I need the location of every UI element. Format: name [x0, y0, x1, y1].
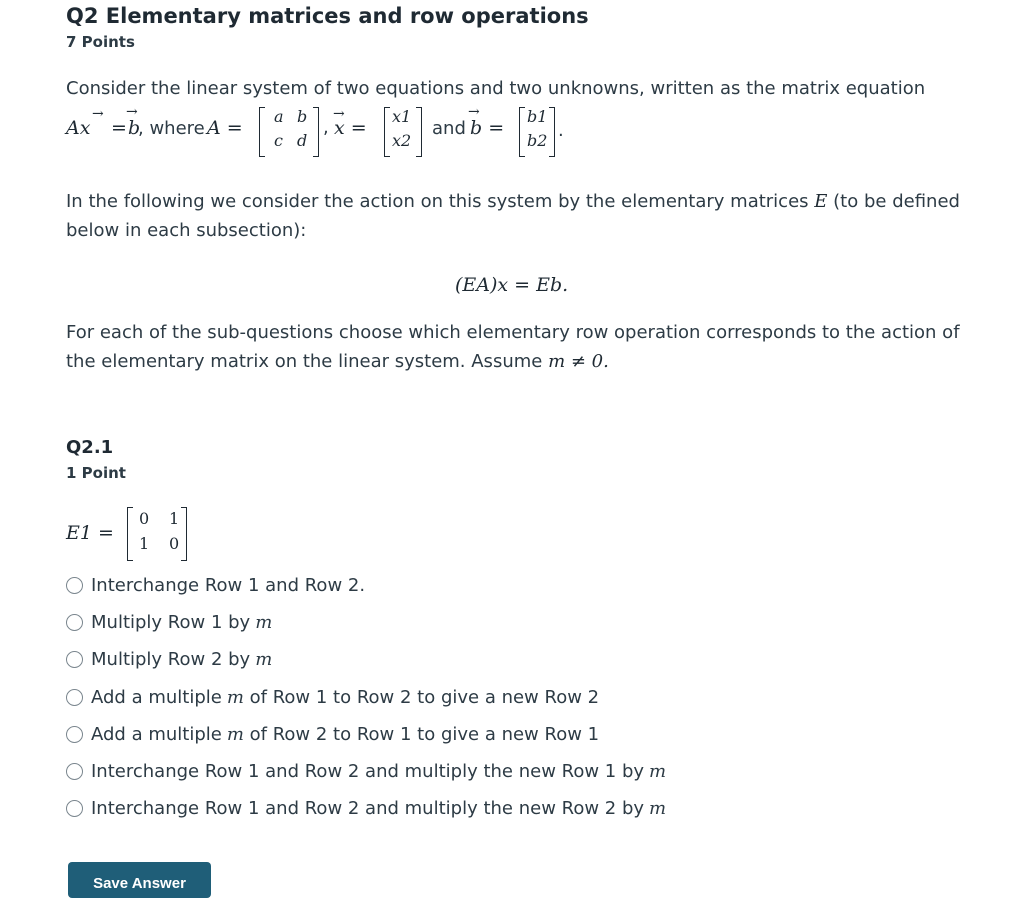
- question-points: 7 Points: [66, 33, 135, 51]
- radio-button[interactable]: [66, 577, 83, 594]
- choose-text: For each of the sub-questions choose which elementary row operation corresponds to the action of the elementary matrix on the linear system. Assume m ≠ 0.: [66, 322, 960, 372]
- radio-button[interactable]: [66, 614, 83, 631]
- option-multiply-row2[interactable]: [66, 644, 272, 674]
- option-interchange-multiply-row1[interactable]: [66, 756, 666, 786]
- vector-b-cell: b2: [527, 131, 548, 150]
- matrix-a-cell: a: [274, 107, 284, 126]
- matrix-a-cell: c: [274, 131, 283, 150]
- question-title: Q2 Elementary matrices and row operations: [66, 4, 589, 28]
- vector-b: [519, 107, 555, 155]
- vector-arrow-icon: →: [468, 104, 480, 120]
- right-bracket: [549, 107, 555, 157]
- save-answer-button[interactable]: Save Answer: [68, 862, 211, 898]
- vector-arrow-icon: →: [333, 106, 345, 122]
- eq-b-label: b =: [470, 117, 505, 139]
- option-label: Interchange Row 1 and Row 2 and multiply the new Row 1 by m: [91, 760, 667, 782]
- option-add-row1-to-row2[interactable]: [66, 682, 599, 712]
- matrix-e1-cell: 0: [139, 509, 150, 528]
- eq-equals: =: [111, 117, 127, 139]
- option-interchange-multiply-row2[interactable]: [66, 793, 666, 823]
- matrix-a: [259, 107, 319, 155]
- vector-arrow-icon: →: [92, 106, 104, 122]
- eq-ax: Ax: [66, 117, 91, 139]
- option-label: Interchange Row 1 and Row 2.: [91, 574, 366, 596]
- comma: ,: [323, 117, 329, 138]
- matrix-e1-cell: 1: [139, 534, 150, 553]
- left-bracket: [384, 107, 390, 157]
- right-bracket: [416, 107, 422, 157]
- radio-button[interactable]: [66, 800, 83, 817]
- option-add-row2-to-row1[interactable]: [66, 719, 599, 749]
- intro-text: Consider the linear system of two equations and two unknowns, written as the matrix equation: [66, 78, 926, 99]
- right-bracket: [313, 107, 319, 157]
- left-bracket: [127, 507, 133, 561]
- radio-button[interactable]: [66, 651, 83, 668]
- vector-b-cell: b1: [527, 107, 548, 126]
- matrix-e1-cell: 0: [169, 534, 180, 553]
- matrix-equation: [66, 104, 626, 158]
- vector-x: [384, 107, 422, 155]
- option-label: Add a multiple m of Row 1 to Row 2 to give a new Row 2: [91, 686, 600, 708]
- eq-where: , where: [138, 118, 205, 139]
- display-equation: (EA)x = Eb.: [455, 274, 569, 296]
- vector-arrow-icon: →: [126, 104, 138, 120]
- matrix-a-cell: d: [297, 131, 308, 150]
- vector-x-cell: x2: [392, 131, 412, 150]
- option-label: Add a multiple m of Row 2 to Row 1 to give a new Row 1: [91, 723, 600, 745]
- radio-button[interactable]: [66, 726, 83, 743]
- matrix-e1-cell: 1: [169, 509, 180, 528]
- eq-x-label: x =: [334, 117, 367, 139]
- subquestion-title: Q2.1: [66, 437, 114, 458]
- matrix-a-cell: b: [297, 107, 308, 126]
- radio-button[interactable]: [66, 689, 83, 706]
- option-interchange[interactable]: [66, 570, 365, 600]
- radio-button[interactable]: [66, 763, 83, 780]
- option-label: Multiply Row 2 by m: [91, 648, 273, 670]
- option-label: Interchange Row 1 and Row 2 and multiply the new Row 2 by m: [91, 797, 667, 819]
- period: .: [558, 120, 564, 141]
- right-bracket: [181, 507, 187, 561]
- matrix-e1: [127, 507, 187, 559]
- eq-a-label: A =: [207, 117, 243, 139]
- e1-label: E1 =: [66, 522, 114, 544]
- and-text: and: [432, 118, 466, 139]
- following-text: In the following we consider the action on this system by the elementary matrices E (to be defined below in each subsection):: [66, 191, 960, 241]
- left-bracket: [519, 107, 525, 157]
- option-label: Multiply Row 1 by m: [91, 611, 273, 633]
- vector-x-cell: x1: [392, 107, 412, 126]
- left-bracket: [259, 107, 265, 157]
- option-multiply-row1[interactable]: [66, 607, 272, 637]
- subquestion-points: 1 Point: [66, 464, 126, 482]
- eq-b: b: [128, 117, 141, 139]
